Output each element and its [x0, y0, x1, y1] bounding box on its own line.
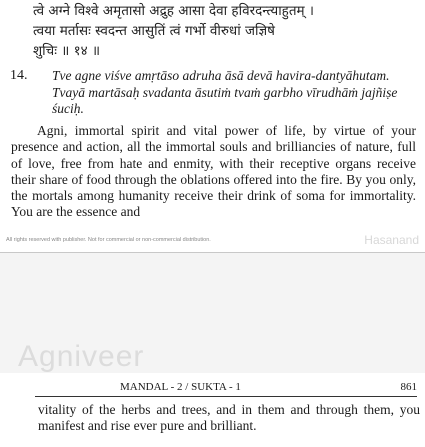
- publisher-name: Hasanand: [364, 233, 419, 247]
- sanskrit-line-1: त्वे अग्ने विश्वे अमृतासो अद्रुह आसा देवा हविरदन्त्याहुतम् ।: [33, 3, 315, 19]
- transliteration: Tve agne viśve amṛtāso adruha āsā devā havira-dantyāhutam. Tvayā martāsaḥ svadanta āsutiṁ tvaṁ garbho vīrudhāṁ jajñiṣe śuciḥ.: [52, 68, 398, 116]
- running-head: [35, 380, 417, 397]
- continuation-text: vitality of the herbs and trees, and in them and through them, you manifest and rise ever pure and brilliant.: [38, 402, 420, 434]
- sanskrit-line-2: त्वया मर्तासः स्वदन्त आसुतिं त्वं गर्भो वीरुधां जज्ञिषे: [33, 23, 275, 39]
- translation-paragraph: Agni, immortal spirit and vital power of life, by virtue of your presence and action, all the immortal souls and brilliancies of nature, full of love, free from hate and enmity, with their receptive organs receive their share of food through the oblations offered into the fire. By you only, the mortals among humanity receive their drink of soma for immortality. You are the essence and: [11, 123, 416, 220]
- translation: [11, 123, 416, 221]
- rights-notice: All rights reserved with publisher. Not for commercial or non-commercial distribution.: [6, 237, 211, 243]
- watermark-logo: Agniveer: [18, 340, 145, 373]
- page-number: 861: [400, 381, 417, 393]
- sanskrit-line-3: शुचिः ॥ १४ ॥: [33, 43, 101, 59]
- running-title: MANDAL - 2 / SUKTA - 1: [120, 381, 241, 393]
- verse-number: 14.: [10, 68, 28, 83]
